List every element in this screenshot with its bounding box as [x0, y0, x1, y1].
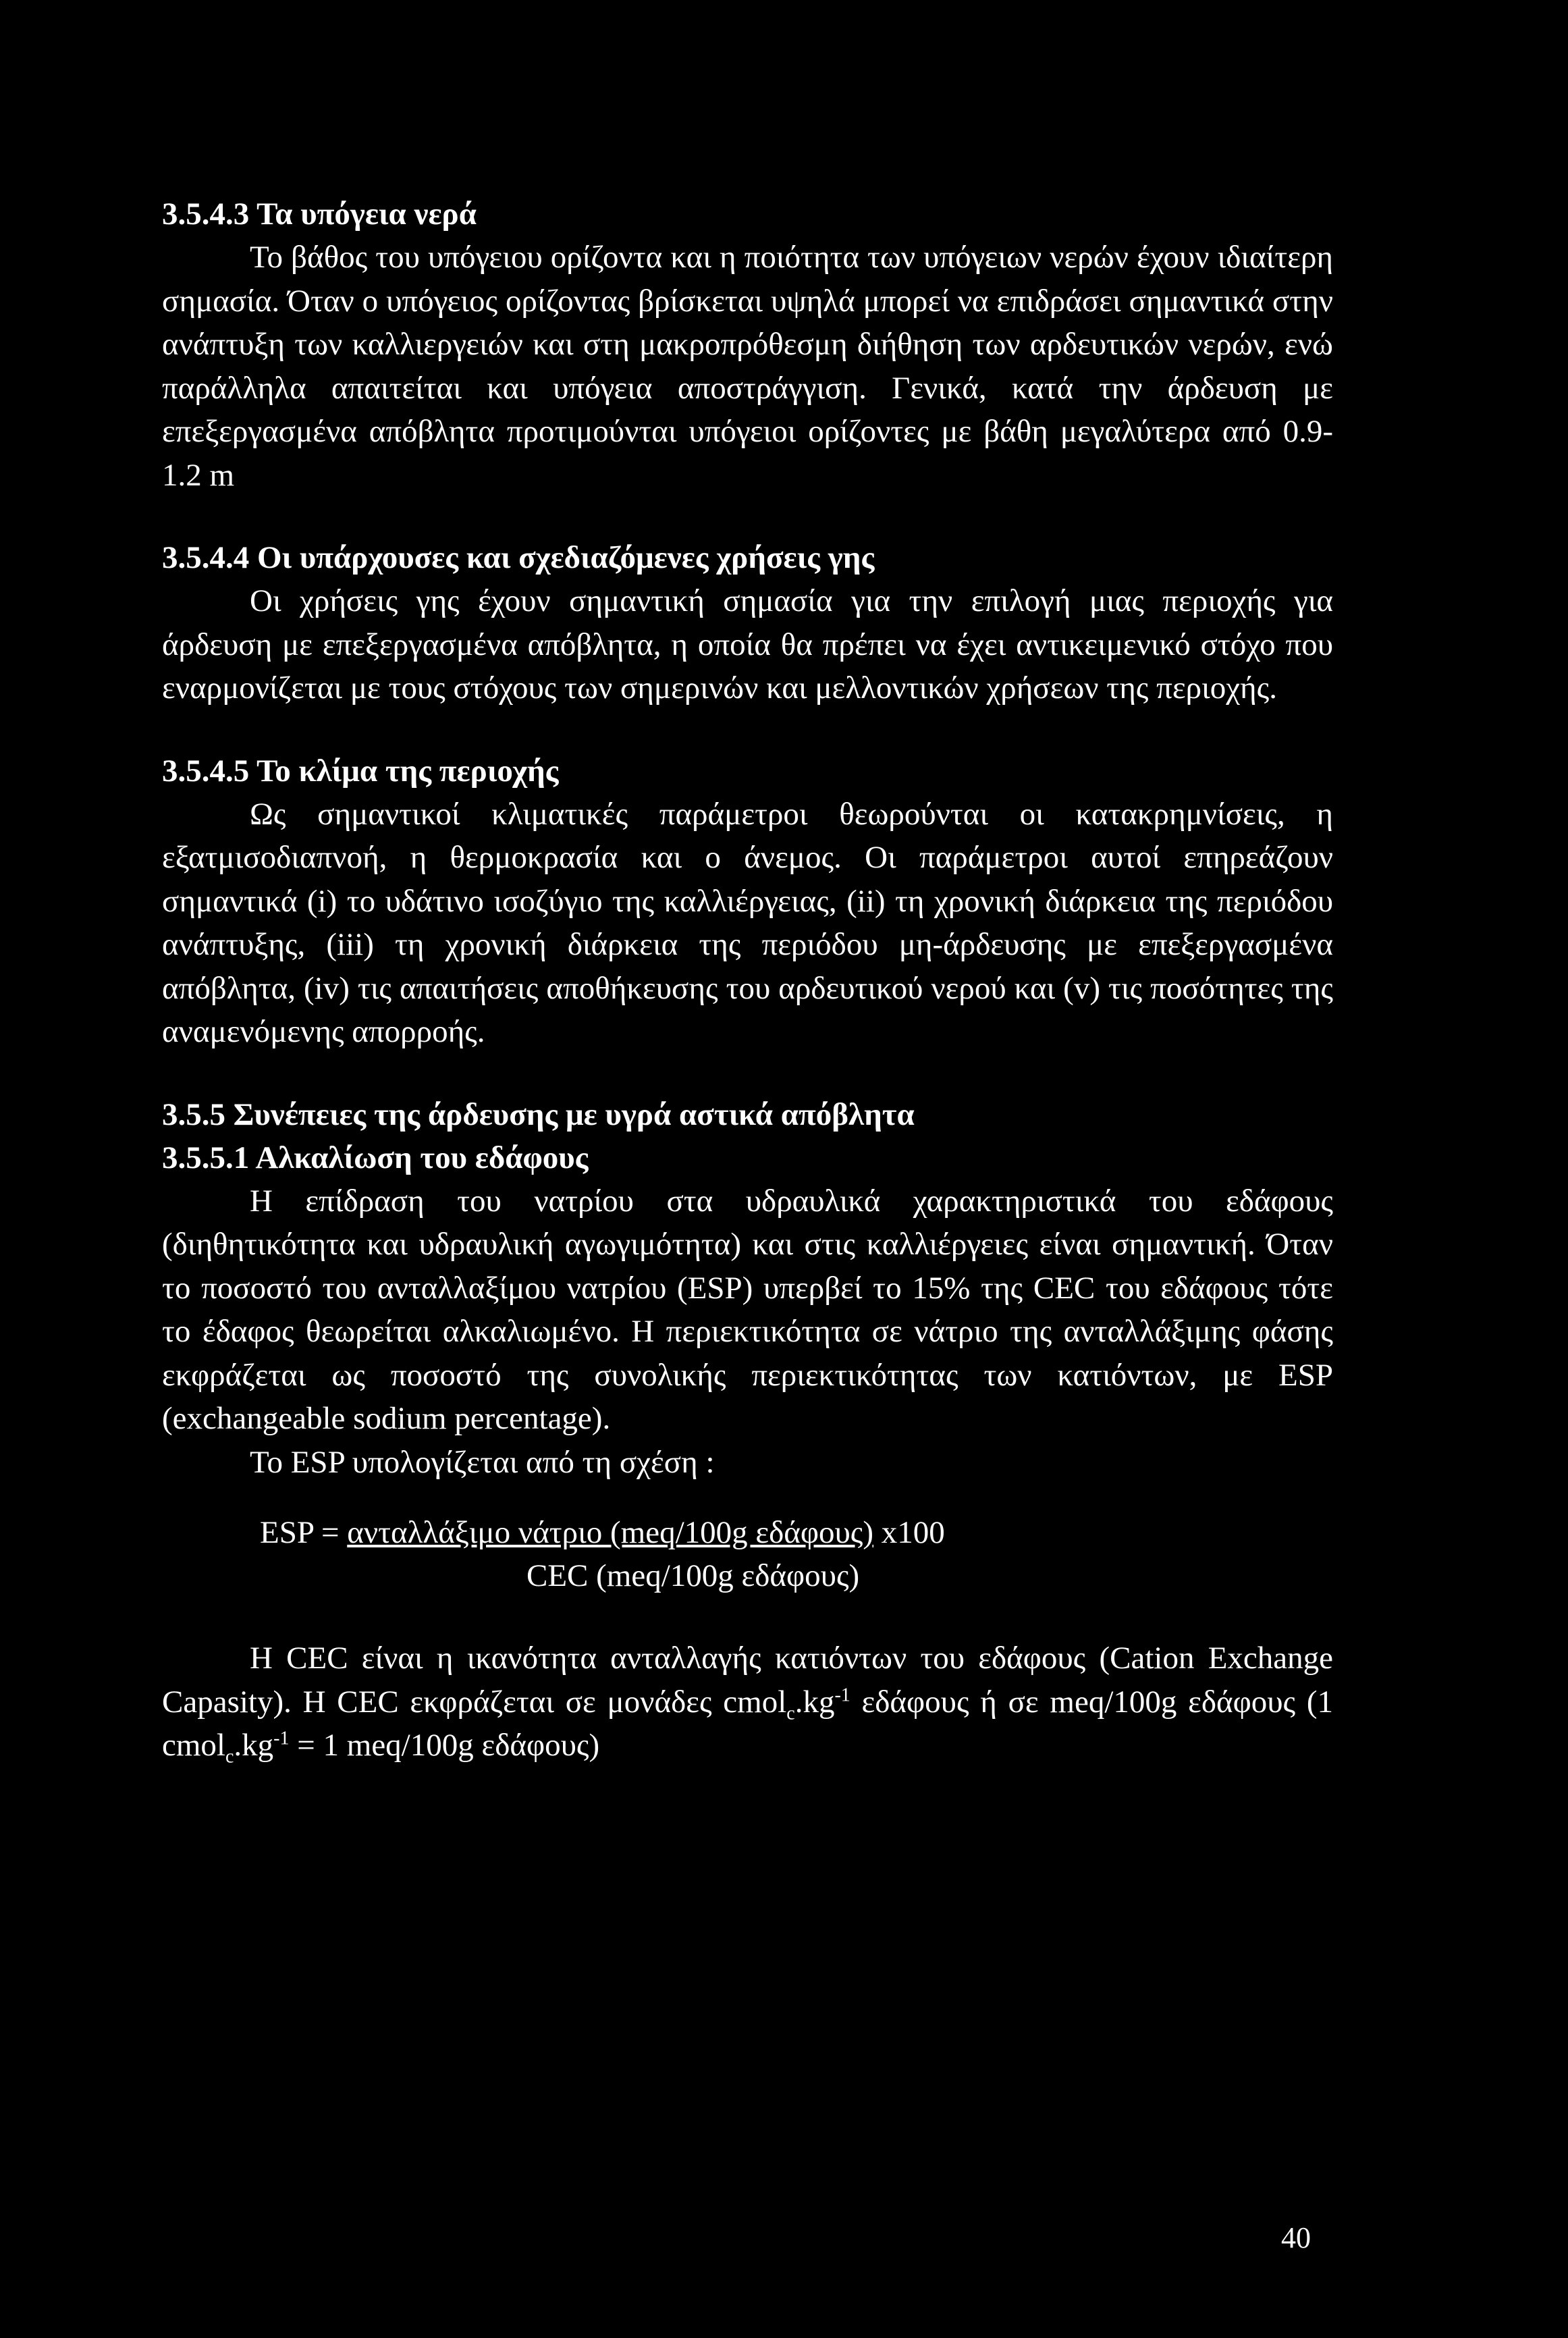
cec-text-e: = 1 meq/100g εδάφους) [289, 1728, 600, 1763]
paragraph-esp-intro: Το ESP υπολογίζεται από τη σχέση : [250, 1444, 715, 1480]
section-heading-3545: 3.5.4.5 Το κλίμα της περιοχής [162, 753, 559, 789]
cec-text-a: Η CEC είναι η ικανότητα ανταλλαγής κατιόντων του εδάφους (Cation Exchange Capasity). Η CEC εκφράζεται σε μονάδες cmol [162, 1641, 1333, 1720]
formula-lhs: ESP = [260, 1515, 348, 1550]
cec-text-d: .kg [234, 1728, 274, 1763]
section-heading-355: 3.5.5 Συνέπειες της άρδευσης με υγρά αστικά απόβλητα [162, 1096, 915, 1132]
cec-sup-2: -1 [273, 1728, 290, 1749]
paragraph-climate: Ως σημαντικοί κλιματικές παράμετροι θεωρούνται οι κατακρημνίσεις, η εξατμισοδιαπνοή, η θερμοκρασία και ο άνεμος. Οι παράμετροι αυτοί επηρεάζουν σημαντικά (i) το υδάτινο ισοζύγιο της καλλιέργειας, (ii) τη χρονική διάρκεια της περιόδου ανάπτυξης, (iii) τη χρονική διάρκεια της περιόδου μη-άρδευσης με επεξεργασμένα απόβλητα, (iv) τις απαιτήσεις αποθήκευσης του αρδευτικού νερού και (v) τις ποσότητες της αναμενόμενης απορροής. [162, 796, 1333, 1049]
cec-text-c: εδάφους ή σε meq/100g εδάφους (1 cmol [162, 1684, 1333, 1763]
formula-denominator-row [162, 1554, 1333, 1597]
paragraph-alkalization: Η επίδραση του νατρίου στα υδραυλικά χαρακτηριστικά του εδάφους (διηθητικότητα και υδραυλική αγωγιμότητα) και στις καλλιέργειες είναι σημαντική. Όταν το ποσοστό του ανταλλαξίμου νατρίου (ESP) υπερβεί το 15% της CEC του εδάφους τότε το έδαφος θεωρείται αλκαλιωμένο. Η περιεκτικότητα σε νάτριο της ανταλλάξιμης φάσης εκφράζεται ως ποσοστό της συνολικής περιεκτικότητας των κατιόντων, με ESP (exchangeable sodium percentage). [162, 1183, 1333, 1436]
document-page [162, 192, 1333, 1768]
formula-denominator: CEC (meq/100g εδάφους) [526, 1558, 860, 1593]
paragraph-land-use: Οι χρήσεις γης έχουν σημαντική σημασία για την επιλογή μιας περιοχής για άρδευση με επεξεργασμένα απόβλητα, η οποία θα πρέπει να έχει αντικειμενικό στόχο που εναρμονίζεται με τους στόχους των σημερινών και μελλοντικών χρήσεων της περιοχής. [162, 583, 1333, 706]
paragraph-cec [162, 1637, 1333, 1768]
section-heading-3544: 3.5.4.4 Οι υπάρχουσες και σχεδιαζόμενες χρήσεις γης [162, 540, 875, 575]
page-number: 40 [1281, 2221, 1311, 2254]
cec-sup-1: -1 [834, 1684, 850, 1705]
paragraph-groundwater: Το βάθος του υπόγειου ορίζοντα και η ποιότητα των υπόγειων νερών έχουν ιδιαίτερη σημασία. Όταν ο υπόγειος ορίζοντας βρίσκεται υψηλά μπορεί να επιδράσει σημαντικά στην ανάπτυξη των καλλιεργειών και στη μακροπρόθεσμη διήθηση των αρδευτικών νερών, ενώ παράλληλα απαιτείται και υπόγεια αποστράγγιση. Γενικά, κατά την άρδευση με επεξεργασμένα απόβλητα προτιμούνται υπόγειοι ορίζοντες με βάθη μεγαλύτερα από 0.9-1.2 m [162, 240, 1333, 493]
formula-multiplier: x100 [873, 1515, 945, 1550]
formula-numerator: ανταλλάξιμο νάτριο (meq/100g εδάφους) [347, 1515, 874, 1550]
cec-sub-1: c [786, 1702, 795, 1724]
esp-formula [162, 1511, 1333, 1597]
formula-numerator-row [162, 1511, 1333, 1554]
section-heading-3551: 3.5.5.1 Αλκαλίωση του εδάφους [162, 1140, 589, 1175]
cec-text-b: .kg [794, 1684, 835, 1720]
section-heading-3543: 3.5.4.3 Τα υπόγεια νερά [162, 196, 477, 232]
cec-sub-2: c [225, 1746, 234, 1768]
